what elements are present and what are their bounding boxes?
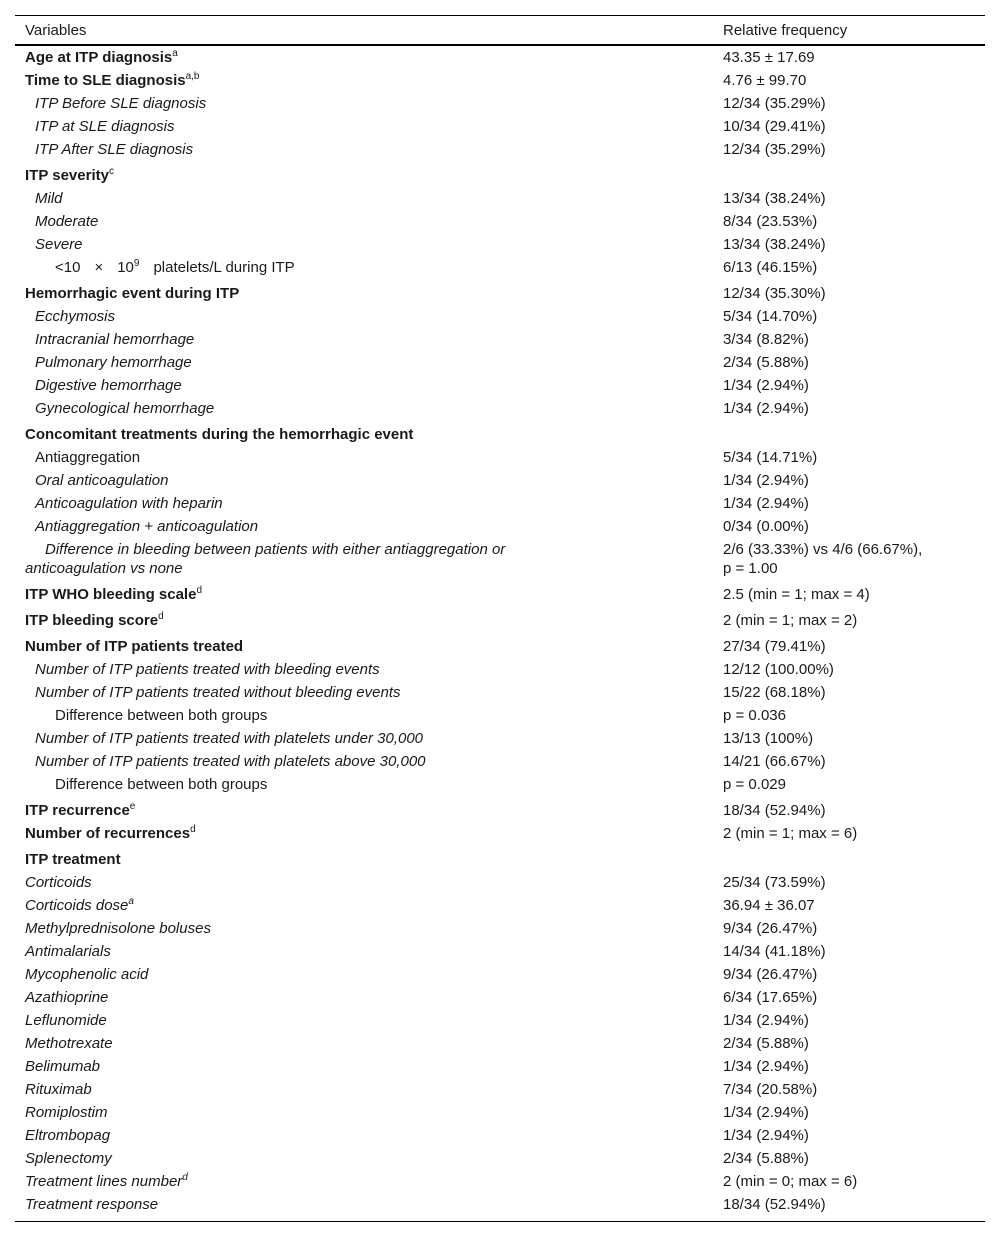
row-label: Number of ITP patients treated with platelets under 30,000 xyxy=(35,730,424,747)
table-row xyxy=(15,469,985,492)
row-label: Difference between both groups xyxy=(55,776,268,793)
row-value: 12/34 (35.29%) xyxy=(723,95,826,112)
header-row xyxy=(15,16,985,46)
row-label: Number of ITP patients treated with bleeding events xyxy=(35,661,380,678)
table-row xyxy=(15,279,985,305)
table-row xyxy=(15,233,985,256)
row-label: ITP After SLE diagnosis xyxy=(35,141,194,158)
row-value: 12/34 (35.30%) xyxy=(723,285,826,302)
row-label: Number of ITP patients treated xyxy=(25,638,244,655)
table-row xyxy=(15,580,985,606)
row-value: p = 0.029 xyxy=(723,776,786,793)
row-value: 18/34 (52.94%) xyxy=(713,1193,985,1222)
table-row xyxy=(15,420,985,446)
table-row xyxy=(15,1055,985,1078)
row-value: 2 (min = 0; max = 6) xyxy=(723,1173,858,1190)
row-value: 6/34 (17.65%) xyxy=(723,989,818,1006)
table-row xyxy=(15,1124,985,1147)
table-row xyxy=(15,210,985,233)
row-value: 1/34 (2.94%) xyxy=(723,1127,809,1144)
row-value: 14/34 (41.18%) xyxy=(723,943,826,960)
table-row xyxy=(15,986,985,1009)
row-label: Number of recurrences$^d$ xyxy=(25,824,196,842)
table-row xyxy=(15,492,985,515)
row-label: Methotrexate xyxy=(25,1035,113,1052)
row-label: Anticoagulation with heparin xyxy=(35,495,223,512)
table-row xyxy=(15,773,985,796)
row-label: Ecchymosis xyxy=(35,308,116,325)
row-value: 2.5 (min = 1; max = 4) xyxy=(723,586,870,603)
table-row xyxy=(15,397,985,420)
row-label: Antiaggregation + anticoagulation xyxy=(35,518,259,535)
row-label: Corticoids xyxy=(25,874,92,891)
row-label: ITP severity$^c$ xyxy=(25,166,114,184)
row-value: 3/34 (8.82%) xyxy=(723,331,809,348)
row-value: 36.94 ± 36.07 xyxy=(723,897,815,914)
row-label: Leflunomide xyxy=(25,1012,107,1029)
row-label: Number of ITP patients treated with platelets above 30,000 xyxy=(35,753,426,770)
row-label: Antimalarials xyxy=(25,943,111,960)
row-value: 1/34 (2.94%) xyxy=(723,400,809,417)
table-row xyxy=(15,1193,985,1222)
table-row xyxy=(15,845,985,871)
row-label: ITP treatment xyxy=(25,851,121,868)
table-row xyxy=(15,727,985,750)
row-label: ITP WHO bleeding scale$^d$ xyxy=(25,585,202,603)
row-value: 6/13 (46.15%) xyxy=(723,259,818,276)
row-value: 1/34 (2.94%) xyxy=(723,377,809,394)
table-row xyxy=(15,305,985,328)
table-row xyxy=(15,187,985,210)
header-variables: Variables xyxy=(15,16,713,46)
row-value: 13/34 (38.24%) xyxy=(723,236,826,253)
row-value: 1/34 (2.94%) xyxy=(723,495,809,512)
row-label: Age at ITP diagnosis$^a$ xyxy=(25,48,178,66)
table-row xyxy=(15,115,985,138)
table-row xyxy=(15,138,985,161)
row-label: Antiaggregation xyxy=(35,449,141,466)
table-row xyxy=(15,538,985,580)
table-row xyxy=(15,1147,985,1170)
row-value: 7/34 (20.58%) xyxy=(723,1081,818,1098)
row-value: 1/34 (2.94%) xyxy=(723,1012,809,1029)
row-label: Azathioprine xyxy=(25,989,109,1006)
row-value: 4.76 ± 99.70 xyxy=(723,72,807,89)
table-row xyxy=(15,1170,985,1193)
table-row xyxy=(15,351,985,374)
table-row xyxy=(15,328,985,351)
row-value: 2/6 (33.33%) vs 4/6 (66.67%), p = 1.00 xyxy=(723,541,923,577)
row-value: 2 (min = 1; max = 6) xyxy=(723,825,858,842)
table-row xyxy=(15,92,985,115)
table-row xyxy=(15,796,985,822)
row-label: Treatment lines number$^d$ xyxy=(25,1172,188,1190)
row-value xyxy=(713,845,985,871)
row-label: Mild xyxy=(35,190,63,207)
header-relative-frequency: Relative frequency xyxy=(713,16,985,46)
row-value: 14/21 (66.67%) xyxy=(723,753,826,770)
table-row xyxy=(15,161,985,187)
row-label: Gynecological hemorrhage xyxy=(35,400,215,417)
table-row xyxy=(15,374,985,397)
row-label: Mycophenolic acid xyxy=(25,966,149,983)
row-value: 12/34 (35.29%) xyxy=(723,141,826,158)
row-value: 8/34 (23.53%) xyxy=(723,213,818,230)
row-value: 27/34 (79.41%) xyxy=(723,638,826,655)
row-value: 1/34 (2.94%) xyxy=(723,472,809,489)
row-value: 15/22 (68.18%) xyxy=(723,684,826,701)
row-value xyxy=(713,420,985,446)
table-row xyxy=(15,681,985,704)
table-row xyxy=(15,632,985,658)
row-label: ITP recurrence$^e$ xyxy=(25,801,136,819)
row-value: 12/12 (100.00%) xyxy=(723,661,834,678)
row-label: Rituximab xyxy=(25,1081,92,1098)
table-row xyxy=(15,256,985,279)
table-row xyxy=(15,1078,985,1101)
row-value: p = 0.036 xyxy=(723,707,786,724)
row-label: Intracranial hemorrhage xyxy=(35,331,195,348)
row-value: 2/34 (5.88%) xyxy=(723,354,809,371)
row-label: Time to SLE diagnosis$^{a,b}$ xyxy=(25,71,200,89)
table-row xyxy=(15,704,985,727)
row-value: 10/34 (29.41%) xyxy=(723,118,826,135)
row-label: $<10 \times 10^9$ platelets/L during ITP xyxy=(55,258,295,276)
row-value: 43.35 ± 17.69 xyxy=(723,49,815,66)
table-row xyxy=(15,871,985,894)
table-row xyxy=(15,894,985,917)
row-label: Splenectomy xyxy=(25,1150,112,1167)
row-label: Romiplostim xyxy=(25,1104,108,1121)
table-row xyxy=(15,658,985,681)
row-label: Oral anticoagulation xyxy=(35,472,169,489)
table-row xyxy=(15,1032,985,1055)
row-value: 18/34 (52.94%) xyxy=(723,802,826,819)
table-row xyxy=(15,446,985,469)
row-value: 5/34 (14.71%) xyxy=(723,449,818,466)
itp-characteristics-table xyxy=(15,15,985,1222)
row-value: 13/34 (38.24%) xyxy=(723,190,826,207)
row-label: ITP Before SLE diagnosis xyxy=(35,95,207,112)
itp-table-container xyxy=(15,15,985,1222)
row-label: Difference between both groups xyxy=(55,707,268,724)
row-value xyxy=(713,161,985,187)
row-label: Pulmonary hemorrhage xyxy=(35,354,192,371)
row-label: ITP bleeding score$^d$ xyxy=(25,611,164,629)
row-value: 0/34 (0.00%) xyxy=(723,518,809,535)
row-label: Difference in bleeding between patients with either antiaggregation or anticoagulation vs none xyxy=(25,541,506,577)
row-label: Treatment response xyxy=(15,1193,713,1222)
row-label: Methylprednisolone boluses xyxy=(25,920,211,937)
row-label: Number of ITP patients treated without bleeding events xyxy=(35,684,401,701)
row-value: 25/34 (73.59%) xyxy=(723,874,826,891)
row-value: 2/34 (5.88%) xyxy=(723,1035,809,1052)
table-row xyxy=(15,69,985,92)
row-label: Severe xyxy=(35,236,83,253)
table-row xyxy=(15,606,985,632)
table-row xyxy=(15,1009,985,1032)
row-label: Eltrombopag xyxy=(25,1127,111,1144)
row-label: Belimumab xyxy=(25,1058,101,1075)
table-row xyxy=(15,750,985,773)
row-value: 5/34 (14.70%) xyxy=(723,308,818,325)
row-value: 1/34 (2.94%) xyxy=(723,1104,809,1121)
row-value: 9/34 (26.47%) xyxy=(723,966,818,983)
row-label: Concomitant treatments during the hemorrhagic event xyxy=(25,426,414,443)
row-label: Corticoids dose$^a$ xyxy=(25,896,134,914)
row-label: Moderate xyxy=(35,213,99,230)
row-label: ITP at SLE diagnosis xyxy=(35,118,175,135)
table-row xyxy=(15,515,985,538)
table-row xyxy=(15,963,985,986)
table-row xyxy=(15,45,985,69)
table-row xyxy=(15,917,985,940)
row-label: Hemorrhagic event during ITP xyxy=(25,285,240,302)
row-value: 9/34 (26.47%) xyxy=(723,920,818,937)
row-value: 2 (min = 1; max = 2) xyxy=(723,612,858,629)
table-row xyxy=(15,940,985,963)
row-label: Digestive hemorrhage xyxy=(35,377,182,394)
table-row xyxy=(15,1101,985,1124)
row-value: 13/13 (100%) xyxy=(723,730,814,747)
row-value: 2/34 (5.88%) xyxy=(723,1150,809,1167)
table-row xyxy=(15,822,985,845)
row-value: 1/34 (2.94%) xyxy=(723,1058,809,1075)
